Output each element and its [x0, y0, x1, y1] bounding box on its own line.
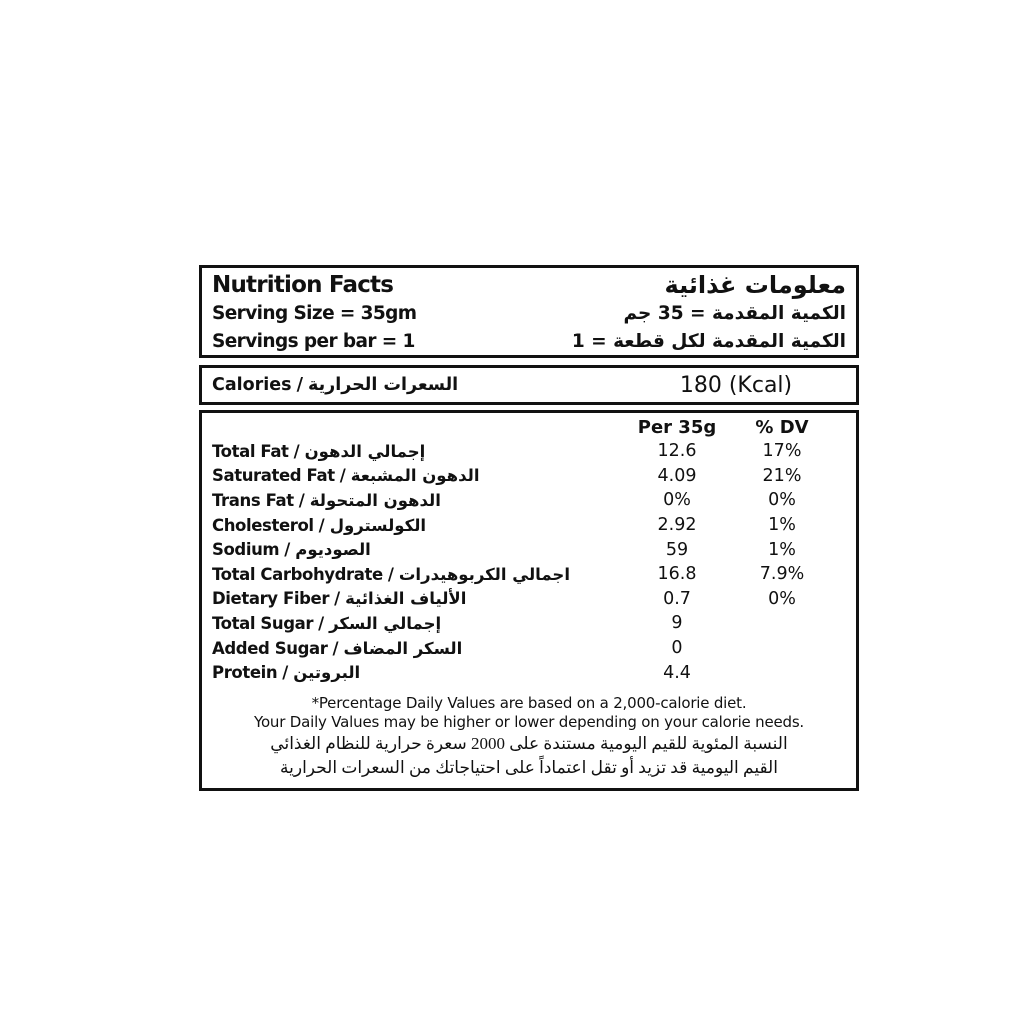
header-box [199, 265, 859, 358]
serving-size-en: Serving Size = 35gm [212, 303, 417, 324]
nutrient-label-en: Saturated Fat [212, 466, 335, 486]
nutrient-label-en: Dietary Fiber [212, 589, 330, 609]
nutrient-label [202, 639, 612, 658]
nutrient-label-en: Cholesterol [212, 515, 314, 535]
label-separator: / [339, 466, 346, 486]
label-separator: / [332, 638, 339, 658]
nutrient-label-en: Total Carbohydrate [212, 564, 383, 584]
nutrient-dv: 0% [768, 588, 796, 609]
calories-label [212, 375, 636, 395]
nutrient-label [202, 466, 612, 485]
nutrient-dv: 0% [768, 490, 796, 511]
servings-per-bar-ar: الكمية المقدمة لكل قطعة = 1 [571, 331, 846, 352]
nutrient-label-en: Total Sugar [212, 613, 314, 633]
label-separator: / [298, 490, 305, 510]
nutrient-label-en: Sodium [212, 540, 280, 560]
nutrient-label-ar: الألياف الغذائية [345, 589, 467, 609]
label-separator: / [284, 540, 291, 560]
footnote-daily-values-en-1: *Percentage Daily Values are based on a 2,000-calorie diet. [311, 693, 747, 712]
nutrient-label [202, 442, 612, 461]
table-row [202, 537, 856, 562]
nutrient-label-ar: البروتين [293, 663, 361, 683]
table-row [202, 464, 856, 489]
nutrient-dv: 17% [762, 441, 802, 462]
nutrient-label-ar: الدهون المتحولة [309, 490, 441, 510]
nutrient-amount: 59 [665, 539, 689, 560]
nutrient-amount: 16.8 [657, 564, 697, 585]
nutrient-amount: 2.92 [657, 515, 697, 536]
header-arabic-column [572, 271, 846, 356]
label-separator: / [387, 564, 394, 584]
table-row [202, 439, 856, 464]
nutrient-amount: 12.6 [657, 441, 697, 462]
nutrient-amount: 4.4 [663, 662, 691, 683]
label-separator: / [318, 613, 325, 633]
table-row [202, 488, 856, 513]
nutrient-label [202, 491, 612, 510]
nutrient-label-ar: السكر المضاف [343, 638, 463, 658]
column-header-dv: % DV [755, 416, 809, 438]
nutrient-label [202, 589, 612, 608]
footnote-daily-values-en-2: Your Daily Values may be higher or lower depending on your calorie needs. [253, 712, 805, 731]
nutrient-amount: 4.09 [657, 465, 697, 486]
nutrients-box [199, 410, 859, 791]
nutrient-label-en: Added Sugar [212, 638, 328, 658]
nutrient-label-ar: الدهون المشبعة [350, 466, 480, 486]
label-separator: / [296, 375, 303, 395]
nutrient-label [202, 516, 612, 535]
nutrient-dv: 1% [768, 515, 796, 536]
table-row [202, 660, 856, 685]
nutrient-label-ar: إجمالي الدهون [304, 441, 426, 461]
nutrition-label [199, 265, 859, 791]
column-header-amount: Per 35g [637, 416, 717, 438]
table-row [202, 611, 856, 636]
label-separator: / [334, 589, 341, 609]
nutrient-amount: 0% [663, 490, 691, 511]
label-separator: / [318, 515, 325, 535]
table-row [202, 587, 856, 612]
calories-label-ar: السعرات الحرارية [308, 375, 459, 395]
serving-size-ar: الكمية المقدمة = 35 جم [623, 303, 846, 324]
footnotes [202, 694, 856, 780]
nutrient-amount: 0.7 [663, 588, 691, 609]
nutrient-label-en: Trans Fat [212, 490, 294, 510]
nutrient-label-en: Protein [212, 663, 278, 683]
calories-label-en: Calories [212, 375, 292, 395]
nutrient-label-ar: الصوديوم [295, 540, 371, 560]
calories-value: 180 (Kcal) [679, 372, 793, 398]
title-ar: معلومات غذائية [664, 271, 846, 299]
columns-header-row [202, 415, 856, 439]
nutrient-label-ar: اجمالي الكربوهيدرات [398, 564, 570, 584]
nutrient-label [202, 565, 612, 584]
footnote-daily-values-ar-1: النسبة المئوية للقيم اليومية مستندة على 2000 سعرة حرارية للنظام الغذائي [270, 733, 788, 753]
title-en: Nutrition Facts [212, 272, 394, 298]
nutrient-dv: 1% [768, 539, 796, 560]
nutrient-amount: 9 [671, 613, 683, 634]
nutrient-label [202, 614, 612, 633]
label-separator: / [293, 441, 300, 461]
table-row [202, 636, 856, 661]
nutrient-label [202, 663, 612, 682]
nutrient-dv: 21% [762, 465, 802, 486]
nutrient-dv: 7.9% [759, 564, 805, 585]
nutrient-label [202, 540, 612, 559]
header-english-column [212, 271, 416, 356]
nutrient-label-ar: الكولسترول [329, 515, 427, 535]
table-row [202, 513, 856, 538]
label-separator: / [282, 663, 289, 683]
nutrient-label-ar: إجمالي السكر [329, 613, 442, 633]
table-row [202, 562, 856, 587]
calories-box [199, 365, 859, 405]
nutrient-amount: 0 [671, 638, 683, 659]
servings-per-bar-en: Servings per bar = 1 [212, 331, 415, 352]
nutrient-label-en: Total Fat [212, 441, 289, 461]
footnote-daily-values-ar-2: القيم اليومية قد تزيد أو تقل اعتماداً على احتياجاتك من السعرات الحرارية [280, 757, 778, 777]
